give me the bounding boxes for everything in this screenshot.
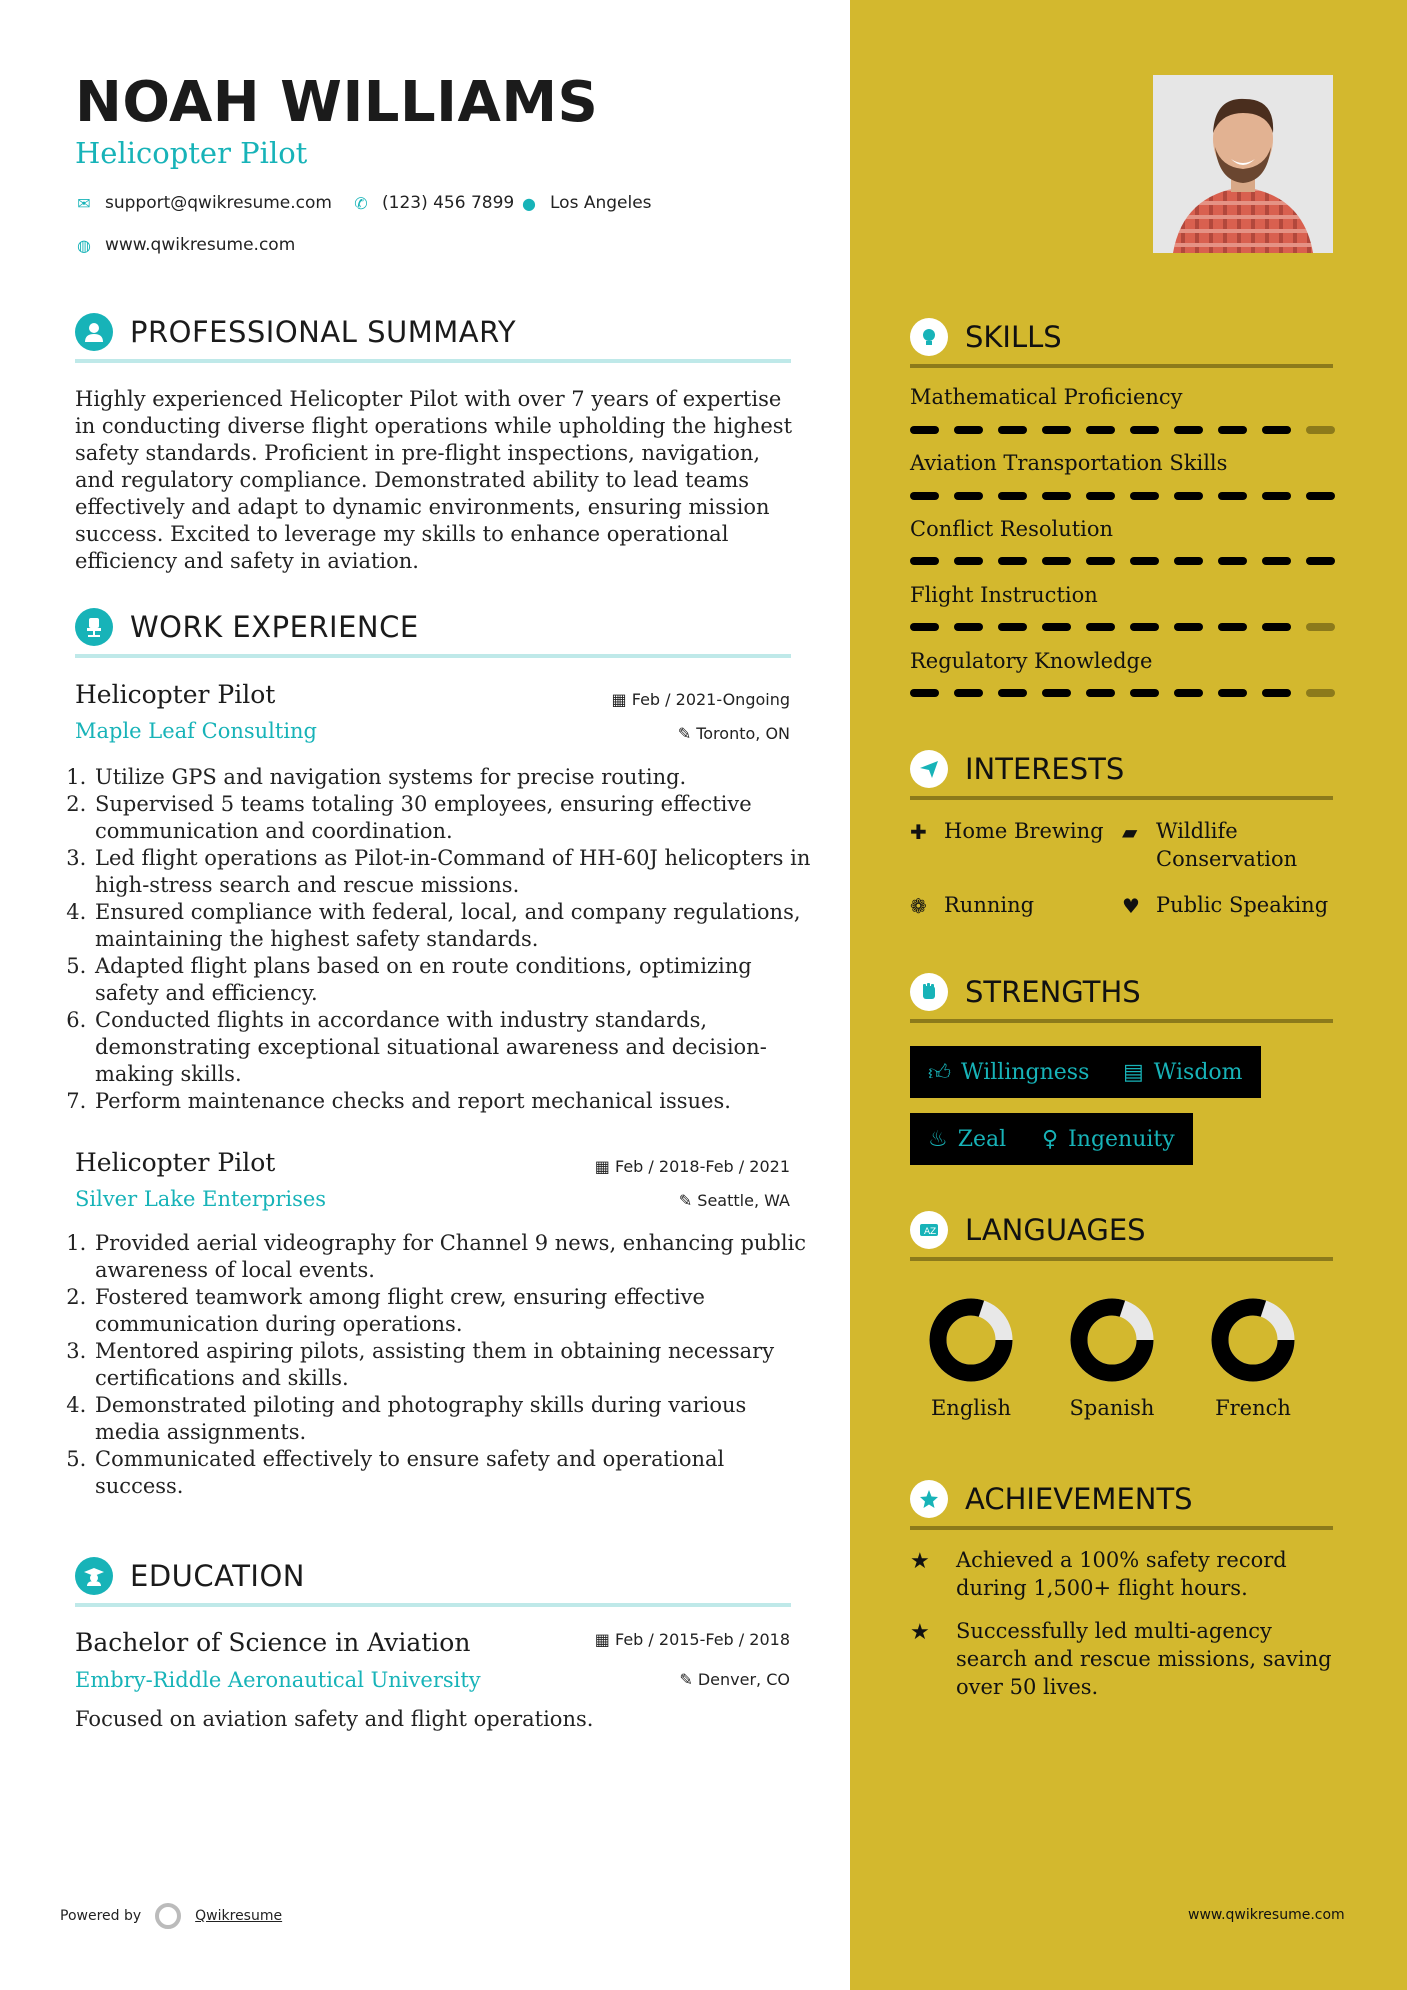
paw-icon: ❁	[910, 894, 927, 918]
list-item: 1. Utilize GPS and navigation systems for precise routing.	[93, 764, 813, 791]
skill-segment	[1042, 426, 1071, 434]
job-2-date	[595, 1157, 790, 1176]
skill-name: Flight Instruction	[910, 583, 1098, 607]
skill-segment	[1262, 689, 1291, 697]
skill-segment	[998, 623, 1027, 631]
profile-photo	[1153, 75, 1333, 253]
language-label: Spanish	[1069, 1396, 1155, 1420]
languages-section-header	[910, 1211, 1333, 1261]
skill-segment	[998, 557, 1027, 565]
skill-segment	[954, 689, 983, 697]
list-item: 3. Led flight operations as Pilot-in-Command of HH-60J helicopters in high-stress search and rescue missions.	[93, 845, 813, 899]
education-date	[595, 1630, 790, 1649]
list-item: 7. Perform maintenance checks and report mechanical issues.	[93, 1088, 813, 1115]
skill-segment	[1218, 689, 1247, 697]
skill-segment	[1130, 689, 1159, 697]
skill-name: Mathematical Proficiency	[910, 385, 1183, 409]
achievements-heading: ACHIEVEMENTS	[965, 1482, 1193, 1516]
strength-tag	[1024, 1113, 1193, 1165]
achievement-text: Achieved a 100% safety record during 1,500+ flight hours.	[956, 1548, 1287, 1600]
lightbulb-icon: ♀	[1042, 1126, 1059, 1152]
skill-segment	[1086, 492, 1115, 500]
contact-website[interactable]	[75, 235, 295, 255]
powered-by-label: Powered by	[60, 1908, 142, 1924]
interest-label: Wildlife Conservation	[1156, 819, 1298, 871]
list-item: 4. Ensured compliance with federal, local, and company regulations, maintaining the highest safety standards.	[93, 899, 813, 953]
job-2-date-text: Feb / 2018-Feb / 2021	[615, 1157, 790, 1176]
interest-label: Running	[944, 893, 1035, 917]
list-item: 2. Fostered teamwork among flight crew, ensuring effective communication during operations.	[93, 1284, 813, 1338]
shooting-star-icon: ★	[910, 1620, 930, 1645]
calendar-icon: ▦	[594, 1157, 615, 1176]
education-section-header	[75, 1557, 791, 1607]
job-2-location	[679, 1191, 790, 1210]
strength-label: Wisdom	[1153, 1059, 1243, 1085]
lightbulb-icon	[910, 318, 948, 356]
skill-segment	[1218, 426, 1247, 434]
skill-segment	[1218, 492, 1247, 500]
strengths-heading: STRENGTHS	[965, 975, 1141, 1009]
experience-heading: WORK EXPERIENCE	[130, 610, 419, 644]
skill-segment	[1086, 426, 1115, 434]
list-item: 3. Mentored aspiring pilots, assisting them in obtaining necessary certifications and skills.	[93, 1338, 813, 1392]
skill-segment	[1042, 492, 1071, 500]
education-date-text: Feb / 2015-Feb / 2018	[615, 1630, 790, 1649]
education-heading: EDUCATION	[130, 1559, 306, 1593]
strength-label: Ingenuity	[1068, 1126, 1175, 1152]
education-location-text: Denver, CO	[697, 1670, 790, 1689]
skill-segment	[1174, 557, 1203, 565]
skill-segment	[1130, 426, 1159, 434]
location-text: Los Angeles	[550, 193, 652, 213]
phone-icon: ✆	[354, 193, 368, 213]
skill-segment	[1218, 623, 1247, 631]
interest-label: Home Brewing	[944, 819, 1104, 843]
skill-segment	[954, 426, 983, 434]
globe-icon: ◍	[77, 235, 91, 255]
education-degree: Bachelor of Science in Aviation	[75, 1628, 471, 1657]
skill-name: Regulatory Knowledge	[910, 649, 1153, 673]
skill-segment	[998, 426, 1027, 434]
user-icon	[75, 313, 113, 351]
translate-icon	[910, 1211, 948, 1249]
pin-icon: ✎	[679, 1670, 698, 1689]
skill-bar	[910, 492, 1335, 500]
email-text: support@qwikresume.com	[105, 193, 332, 213]
heartbeat-icon: ♥	[1122, 894, 1140, 918]
skill-segment	[1306, 623, 1335, 631]
strength-tag	[1105, 1046, 1261, 1098]
list-item: 4. Demonstrated piloting and photography skills during various media assignments.	[93, 1392, 813, 1446]
chair-icon	[75, 608, 113, 646]
pin-icon: ✎	[678, 1191, 698, 1210]
contact-email[interactable]	[75, 193, 332, 213]
language-label: French	[1215, 1396, 1291, 1420]
skill-segment	[1086, 557, 1115, 565]
skill-segment	[954, 557, 983, 565]
skill-segment	[1174, 623, 1203, 631]
qwikresume-logo-icon	[155, 1903, 181, 1929]
svg-text:A: A	[924, 1227, 931, 1237]
achievement-item	[910, 1546, 1335, 1606]
flame-icon: ♨	[928, 1126, 948, 1152]
calendar-icon: ▦	[594, 1630, 615, 1649]
skill-segment	[910, 623, 939, 631]
job-2-company: Silver Lake Enterprises	[75, 1187, 327, 1211]
footer-site[interactable]: www.qwikresume.com	[1188, 1907, 1345, 1923]
skill-segment	[910, 426, 939, 434]
skill-segment	[998, 492, 1027, 500]
skill-segment	[1306, 557, 1335, 565]
skill-segment	[1218, 557, 1247, 565]
job-1-location-text: Toronto, ON	[696, 724, 790, 743]
list-item: 5. Communicated effectively to ensure safety and operational success.	[93, 1446, 813, 1500]
pin-icon: ✎	[677, 724, 697, 743]
skill-segment	[1262, 623, 1291, 631]
interest-label: Public Speaking	[1156, 893, 1329, 917]
list-item: 6. Conducted flights in accordance with industry standards, demonstrating exceptional situational awareness and decision-making skills.	[93, 1007, 813, 1088]
star-icon	[910, 1480, 948, 1518]
job-1-date-text: Feb / 2021-Ongoing	[631, 690, 790, 709]
brand-link[interactable]: Qwikresume	[195, 1908, 283, 1924]
skill-name: Aviation Transportation Skills	[910, 451, 1228, 475]
interests-section-header	[910, 750, 1333, 800]
skill-segment	[998, 689, 1027, 697]
languages-heading: LANGUAGES	[965, 1213, 1146, 1247]
skill-bar	[910, 426, 1335, 434]
interests-heading: INTERESTS	[965, 752, 1125, 786]
calendar-icon: ▦	[611, 690, 632, 709]
paper-plane-icon	[910, 750, 948, 788]
skill-bar	[910, 557, 1335, 565]
website-text: www.qwikresume.com	[105, 235, 296, 255]
education-description: Focused on aviation safety and flight operations.	[75, 1707, 594, 1731]
envelope-icon: ✉	[77, 193, 91, 213]
book-icon: ▤	[1123, 1059, 1144, 1085]
skill-name: Conflict Resolution	[910, 517, 1114, 541]
job-1-bullets	[75, 764, 813, 1115]
contact-location	[520, 193, 652, 213]
job-2-location-text: Seattle, WA	[697, 1191, 790, 1210]
job-1-title: Helicopter Pilot	[75, 680, 276, 709]
skill-segment	[1262, 492, 1291, 500]
skill-segment	[910, 492, 939, 500]
job-1-location	[678, 724, 790, 743]
candidate-name: NOAH WILLIAMS	[75, 70, 599, 135]
skill-bar	[910, 689, 1335, 697]
candidate-title: Helicopter Pilot	[75, 136, 308, 170]
skill-segment	[1086, 623, 1115, 631]
skill-segment	[1174, 492, 1203, 500]
job-2-title: Helicopter Pilot	[75, 1148, 276, 1177]
experience-section-header	[75, 608, 791, 658]
job-2-bullets	[75, 1230, 813, 1500]
list-item: 5. Adapted flight plans based on en route conditions, optimizing safety and efficiency.	[93, 953, 813, 1007]
shooting-star-icon: ★	[910, 1549, 930, 1574]
achievement-text: Successfully led multi-agency search and rescue missions, saving over 50 lives.	[956, 1619, 1332, 1699]
job-1-company: Maple Leaf Consulting	[75, 719, 318, 743]
skill-segment	[1042, 623, 1071, 631]
thumbs-up-icon: 👍︎	[928, 1060, 951, 1086]
skill-segment	[1306, 426, 1335, 434]
footer-powered-by	[60, 1903, 282, 1929]
skill-segment	[1130, 492, 1159, 500]
skill-segment	[1042, 689, 1071, 697]
skill-segment	[1262, 557, 1291, 565]
achievements-section-header	[910, 1480, 1333, 1530]
job-1-date	[612, 690, 790, 709]
skill-segment	[1174, 689, 1203, 697]
skill-segment	[1174, 426, 1203, 434]
skill-segment	[910, 557, 939, 565]
list-item: 2. Supervised 5 teams totaling 30 employees, ensuring effective communication and coordination.	[93, 791, 813, 845]
skill-segment	[1042, 557, 1071, 565]
skills-heading: SKILLS	[965, 320, 1062, 354]
skill-segment	[1130, 557, 1159, 565]
summary-text: Highly experienced Helicopter Pilot with over 7 years of expertise in conducting diverse flight operations while upholding the highest safety standards. Proficient in pre-flight inspections, navigation, and regulatory compliance. Demonstrated ability to lead teams effectively and adapt to dynamic environments, ensuring mission success. Excited to leverage my skills to enhance operational efficiency and safety in aviation.	[75, 387, 793, 573]
fist-icon	[910, 973, 948, 1011]
strength-label: Willingness	[961, 1059, 1090, 1085]
language-rings	[920, 1290, 1340, 1390]
strength-tag	[910, 1113, 1024, 1165]
skill-segment	[1130, 623, 1159, 631]
achievement-item	[910, 1617, 1335, 1707]
skill-segment	[1306, 689, 1335, 697]
summary-heading: PROFESSIONAL SUMMARY	[130, 315, 517, 349]
contact-phone[interactable]	[352, 193, 514, 213]
education-location	[679, 1670, 790, 1689]
skill-segment	[954, 492, 983, 500]
skill-bar	[910, 623, 1335, 631]
skills-section-header	[910, 318, 1333, 368]
book-bookmark-icon: ▰	[1122, 820, 1138, 844]
skill-segment	[1086, 689, 1115, 697]
skill-segment	[910, 689, 939, 697]
language-label: English	[930, 1396, 1012, 1420]
skill-segment	[1306, 492, 1335, 500]
strength-tag	[910, 1046, 1107, 1098]
strength-label: Zeal	[957, 1126, 1007, 1152]
svg-text:Z: Z	[930, 1227, 937, 1237]
strengths-section-header	[910, 973, 1333, 1023]
skill-segment	[1262, 426, 1291, 434]
skill-segment	[954, 623, 983, 631]
education-school: Embry-Riddle Aeronautical University	[75, 1668, 481, 1692]
graduate-icon	[75, 1557, 113, 1595]
list-item: 1. Provided aerial videography for Channel 9 news, enhancing public awareness of local events.	[93, 1230, 813, 1284]
phone-text: (123) 456 7899	[382, 193, 515, 213]
puzzle-icon: ✚	[910, 820, 927, 844]
map-pin-icon: ●	[522, 193, 536, 213]
summary-section-header	[75, 313, 791, 363]
